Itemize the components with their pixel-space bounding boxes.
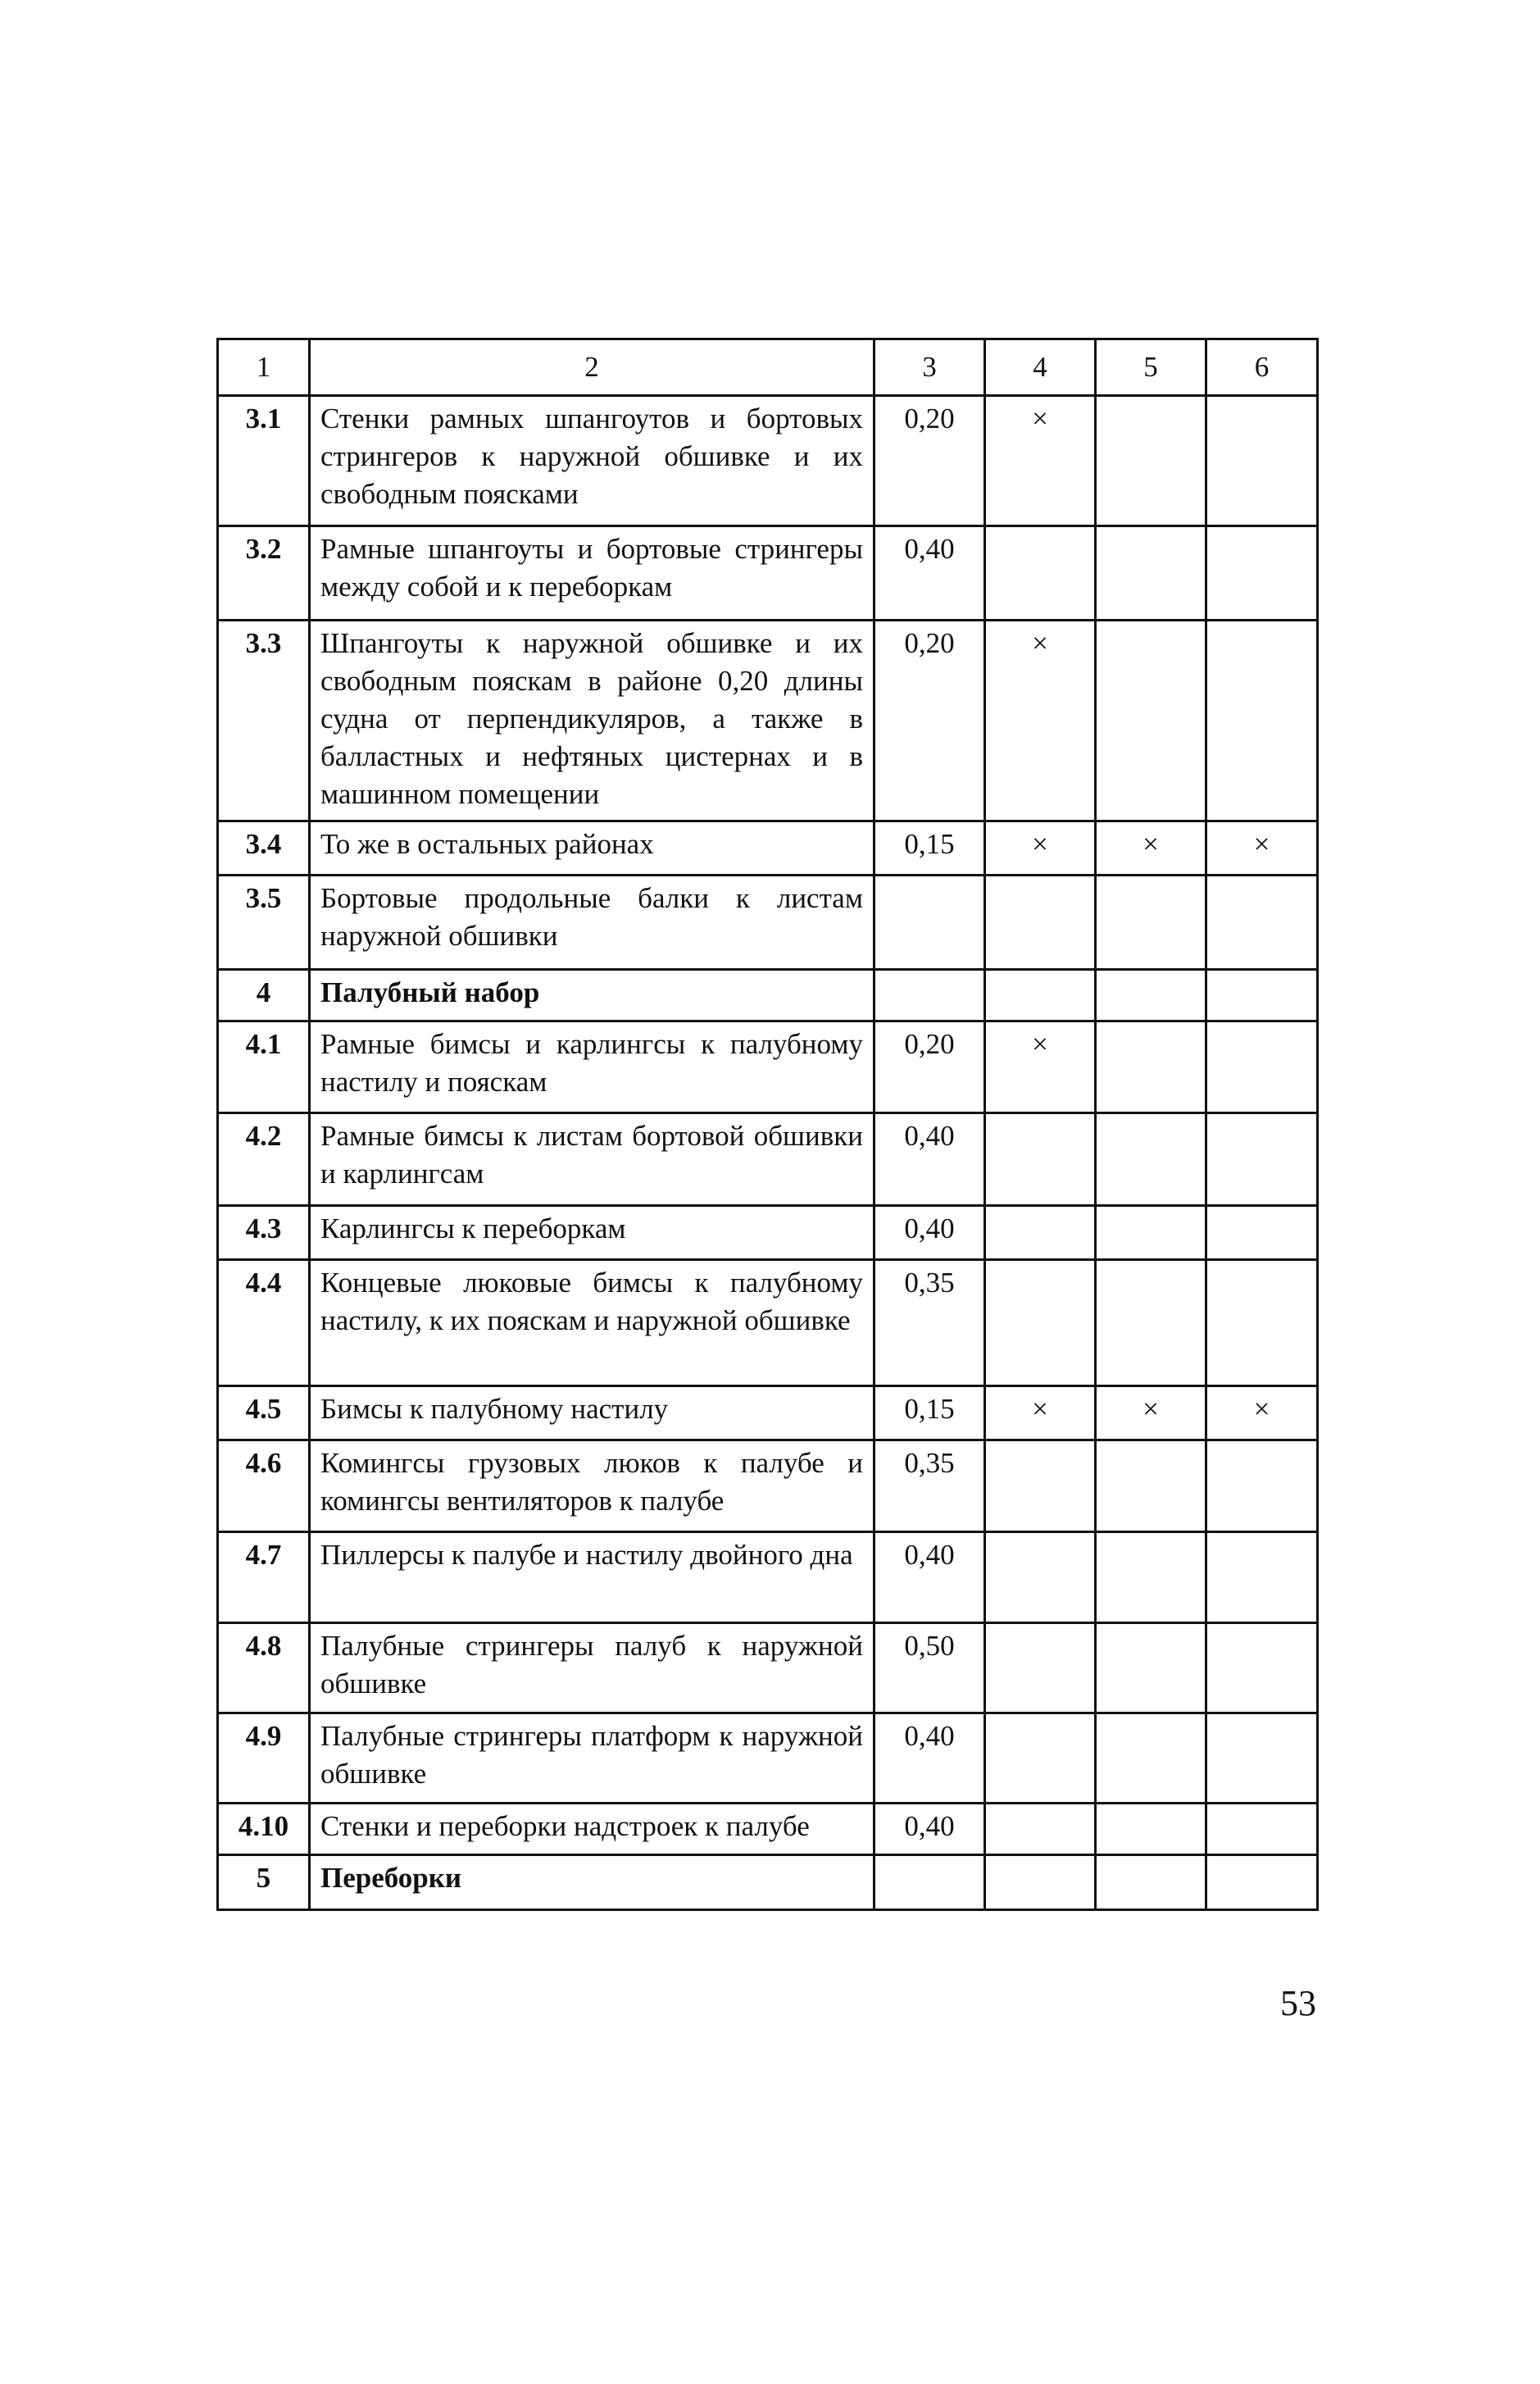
row-value-cell: 0,20 [874,621,985,821]
row-number-cell: 3.1 [218,396,310,526]
row-number-cell: 3.4 [218,821,310,876]
header-cell-5: 5 [1096,339,1206,396]
row-col4-cell: × [985,1386,1096,1440]
row-value-cell [874,1855,985,1910]
row-col6-cell [1206,1260,1318,1386]
row-col5-cell [1096,1021,1206,1113]
row-col6-cell [1206,1713,1318,1804]
row-description-cell: Бортовые продольные балки к листам наружной обшивки [310,876,874,970]
table-row [218,1713,1318,1804]
row-col5-cell [1096,1440,1206,1532]
row-col4-cell [985,1804,1096,1855]
row-col5-cell [1096,621,1206,821]
row-description-cell: То же в остальных районах [310,821,874,876]
row-col6-cell [1206,1804,1318,1855]
table-row [218,1623,1318,1713]
row-number-cell: 4 [218,970,310,1021]
row-col6-cell [1206,1113,1318,1206]
row-value-cell: 0,40 [874,1713,985,1804]
row-number-cell: 4.2 [218,1113,310,1206]
row-col6-cell [1206,1206,1318,1260]
row-col4-cell [985,1260,1096,1386]
row-col4-cell [985,1440,1096,1532]
table-row [218,1260,1318,1386]
row-description-cell: Палубные стрингеры палуб к наружной обшивке [310,1623,874,1713]
row-description-cell: Рамные шпангоуты и бортовые стрингеры между собой и к переборкам [310,526,874,621]
row-col4-cell [985,1206,1096,1260]
row-number-cell: 4.9 [218,1713,310,1804]
row-col6-cell [1206,1623,1318,1713]
row-value-cell: 0,15 [874,1386,985,1440]
row-col4-cell [985,970,1096,1021]
table-row [218,1532,1318,1623]
header-cell-2: 2 [310,339,874,396]
row-number-cell: 4.8 [218,1623,310,1713]
row-value-cell [874,876,985,970]
row-col6-cell: × [1206,821,1318,876]
row-description-cell: Стенки рамных шпангоутов и бортовых стрингеров к наружной обшивке и их свободным поясками [310,396,874,526]
row-value-cell: 0,35 [874,1260,985,1386]
header-row [218,339,1318,396]
row-col5-cell [1096,1532,1206,1623]
table-row [218,1386,1318,1440]
row-value-cell: 0,40 [874,526,985,621]
row-col6-cell [1206,1440,1318,1532]
row-number-cell: 3.2 [218,526,310,621]
row-col6-cell [1206,1021,1318,1113]
row-col5-cell [1096,1206,1206,1260]
row-col4-cell [985,876,1096,970]
row-col6-cell: × [1206,1386,1318,1440]
row-col5-cell: × [1096,821,1206,876]
table-row [218,1113,1318,1206]
row-description-cell: Палубные стрингеры платформ к наружной обшивке [310,1713,874,1804]
row-value-cell: 0,15 [874,821,985,876]
table-row [218,876,1318,970]
row-col5-cell [1096,1713,1206,1804]
row-number-cell: 4.3 [218,1206,310,1260]
row-col6-cell [1206,621,1318,821]
row-number-cell: 5 [218,1855,310,1910]
row-col5-cell [1096,1804,1206,1855]
table-row [218,526,1318,621]
row-number-cell: 4.7 [218,1532,310,1623]
row-number-cell: 4.6 [218,1440,310,1532]
row-value-cell [874,970,985,1021]
page-number: 53 [1280,1983,1316,2023]
row-col5-cell [1096,396,1206,526]
table-row [218,821,1318,876]
table-row [218,1855,1318,1910]
header-cell-1: 1 [218,339,310,396]
row-value-cell: 0,20 [874,1021,985,1113]
row-col6-cell [1206,396,1318,526]
table-row [218,621,1318,821]
table-row [218,1440,1318,1532]
table-row [218,970,1318,1021]
row-col5-cell: × [1096,1386,1206,1440]
table-row [218,1021,1318,1113]
table-row [218,396,1318,526]
row-col4-cell: × [985,1021,1096,1113]
row-col4-cell [985,1532,1096,1623]
weld-table [216,338,1319,1911]
row-col4-cell: × [985,396,1096,526]
row-col5-cell [1096,1623,1206,1713]
row-col4-cell [985,1113,1096,1206]
row-col4-cell [985,1713,1096,1804]
row-description-cell: Шпангоуты к наружной обшивке и их свободным пояскам в районе 0,20 длины судна от перпендикуляров, а также в балластных и нефтяных цистернах и в машинном помещении [310,621,874,821]
row-col5-cell [1096,1113,1206,1206]
row-value-cell: 0,40 [874,1804,985,1855]
row-description-cell: Стенки и переборки надстроек к палубе [310,1804,874,1855]
row-col5-cell [1096,1855,1206,1910]
row-description-cell: Пиллерсы к палубе и настилу двойного дна [310,1532,874,1623]
row-value-cell: 0,40 [874,1113,985,1206]
row-number-cell: 4.10 [218,1804,310,1855]
row-col5-cell [1096,970,1206,1021]
row-description-cell: Карлингсы к переборкам [310,1206,874,1260]
row-col6-cell [1206,526,1318,621]
row-col4-cell: × [985,821,1096,876]
table-row [218,1206,1318,1260]
row-col5-cell [1096,1260,1206,1386]
row-value-cell: 0,20 [874,396,985,526]
row-description-cell: Концевые люковые бимсы к палубному настилу, к их пояскам и наружной обшивке [310,1260,874,1386]
table-body [218,339,1318,1910]
header-cell-4: 4 [985,339,1096,396]
header-cell-3: 3 [874,339,985,396]
row-value-cell: 0,40 [874,1206,985,1260]
row-col4-cell: × [985,621,1096,821]
row-col5-cell [1096,526,1206,621]
row-col6-cell [1206,1855,1318,1910]
row-col4-cell [985,1855,1096,1910]
row-description-cell: Рамные бимсы и карлингсы к палубному настилу и пояскам [310,1021,874,1113]
row-value-cell: 0,35 [874,1440,985,1532]
row-description-cell: Рамные бимсы к листам бортовой обшивки и карлингсам [310,1113,874,1206]
row-value-cell: 0,50 [874,1623,985,1713]
row-description-cell: Комингсы грузовых люков к палубе и комингсы вентиляторов к палубе [310,1440,874,1532]
row-value-cell: 0,40 [874,1532,985,1623]
row-col6-cell [1206,1532,1318,1623]
row-number-cell: 3.5 [218,876,310,970]
header-cell-6: 6 [1206,339,1318,396]
row-number-cell: 4.1 [218,1021,310,1113]
row-number-cell: 4.5 [218,1386,310,1440]
row-number-cell: 4.4 [218,1260,310,1386]
row-number-cell: 3.3 [218,621,310,821]
row-col4-cell [985,526,1096,621]
row-col4-cell [985,1623,1096,1713]
table-row [218,1804,1318,1855]
row-description-cell: Переборки [310,1855,874,1910]
row-col6-cell [1206,876,1318,970]
row-description-cell: Палубный набор [310,970,874,1021]
row-col6-cell [1206,970,1318,1021]
row-description-cell: Бимсы к палубному настилу [310,1386,874,1440]
row-col5-cell [1096,876,1206,970]
